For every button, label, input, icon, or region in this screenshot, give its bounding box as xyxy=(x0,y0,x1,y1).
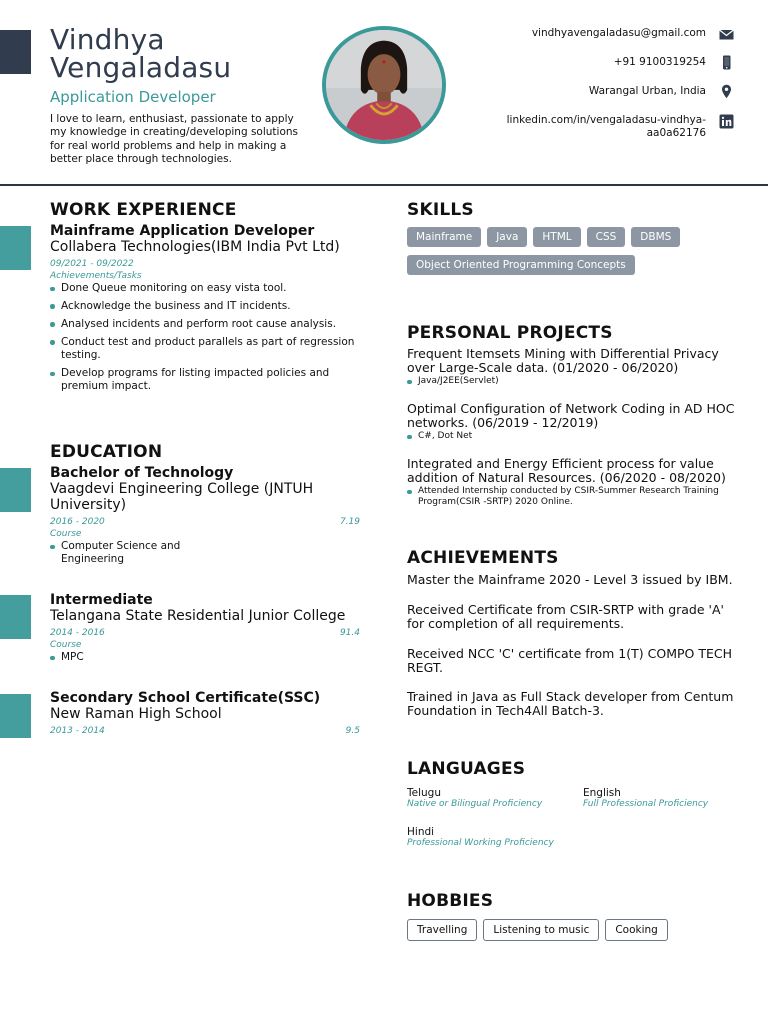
contact-email[interactable]: vindhyavengaladasu@gmail.com xyxy=(531,27,706,39)
education-grade: 7.19 xyxy=(339,517,360,527)
profile-summary: I love to learn, enthusiast, passionate to apply my knowledge in creating/developing solutions for real world problems and help in making a better place through technologies. xyxy=(50,113,299,166)
language-level: Native or Bilingual Proficiency xyxy=(407,799,543,809)
education-dates: 2016 - 2020 xyxy=(50,517,105,527)
profile-photo-image xyxy=(326,30,442,140)
phone-icon xyxy=(719,55,734,70)
work-experience-heading: WORK EXPERIENCE xyxy=(50,200,237,220)
school-name: New Raman High School xyxy=(50,706,222,722)
language-level: Full Professional Proficiency xyxy=(583,799,709,809)
skill-chip: CSS xyxy=(587,227,626,247)
envelope-icon xyxy=(719,27,734,42)
language-name: Hindi xyxy=(407,826,435,838)
education-accent-bar xyxy=(0,468,31,512)
hobbies-list xyxy=(407,919,737,941)
work-accent-bar xyxy=(0,226,31,270)
company-name: Collabera Technologies(IBM India Pvt Ltd) xyxy=(50,239,340,255)
project-entry xyxy=(407,347,742,387)
work-entry xyxy=(50,223,360,398)
education-accent-bar xyxy=(0,694,31,738)
list-item: C#, Dot Net xyxy=(407,431,742,442)
project-title: Optimal Configuration of Network Coding in AD HOC networks. (06/2019 - 12/2019) xyxy=(407,401,735,430)
project-details xyxy=(407,431,742,442)
job-dates: 09/2021 - 09/2022 xyxy=(50,259,134,269)
job-role: Application Developer xyxy=(50,88,216,106)
list-item: Develop programs for listing impacted policies and premium impact. xyxy=(50,367,360,394)
linkedin-icon xyxy=(719,114,734,129)
languages-heading: LANGUAGES xyxy=(407,759,526,779)
list-item: MPC xyxy=(50,651,360,664)
school-name: Telangana State Residential Junior College xyxy=(50,608,346,624)
contact-linkedin[interactable] xyxy=(507,114,706,141)
skill-chip: DBMS xyxy=(631,227,680,247)
education-entry-btech xyxy=(50,465,360,571)
tasks-label: Achievements/Tasks xyxy=(50,271,142,281)
education-heading: EDUCATION xyxy=(50,442,163,462)
language-item-hindi xyxy=(407,826,554,848)
projects-heading: PERSONAL PROJECTS xyxy=(407,323,613,343)
degree-title: Intermediate xyxy=(50,592,153,608)
project-details xyxy=(407,376,742,387)
achievements-heading: ACHIEVEMENTS xyxy=(407,548,559,568)
list-item: Computer Science and Engineering xyxy=(50,540,200,567)
project-title: Frequent Itemsets Mining with Differential Privacy over Large-Scale data. (01/2020 - 06/2020) xyxy=(407,346,719,375)
education-dates: 2014 - 2016 xyxy=(50,628,105,638)
map-pin-icon xyxy=(719,84,734,99)
list-item: Conduct test and product parallels as part of regression testing. xyxy=(50,336,360,363)
language-item-english xyxy=(583,787,708,809)
course-list xyxy=(50,651,360,664)
list-item: Done Queue monitoring on easy vista tool. xyxy=(50,282,360,295)
language-item-telugu xyxy=(407,787,542,809)
language-name: Telugu xyxy=(407,787,441,799)
hobbies-heading: HOBBIES xyxy=(407,891,494,911)
profile-photo xyxy=(322,26,446,144)
task-list xyxy=(50,282,360,394)
achievement-item: Received NCC 'C' certificate from 1(T) COMPO TECH REGT. xyxy=(407,646,732,675)
list-item: Attended Internship conducted by CSIR-Summer Research Training Program(CSIR -SRTP) 2020 Online. xyxy=(407,486,742,508)
skill-chip: Mainframe xyxy=(407,227,481,247)
skill-chip: Java xyxy=(487,227,527,247)
name-last: Vengaladasu xyxy=(50,51,232,84)
education-grade: 9.5 xyxy=(345,726,360,736)
project-entry xyxy=(407,457,742,508)
project-details xyxy=(407,486,742,508)
education-entry-ssc xyxy=(50,690,360,736)
course-label: Course xyxy=(50,529,82,539)
education-dates: 2013 - 2014 xyxy=(50,726,105,736)
list-item: Acknowledge the business and IT incidents. xyxy=(50,300,360,313)
skill-chip: HTML xyxy=(533,227,580,247)
course-list xyxy=(50,540,200,567)
candidate-name xyxy=(50,23,232,84)
project-entry xyxy=(407,402,742,442)
hobby-chip: Cooking xyxy=(605,919,668,941)
degree-title: Bachelor of Technology xyxy=(50,465,234,481)
list-item: Analysed incidents and perform root cause analysis. xyxy=(50,318,360,331)
name-first: Vindhya xyxy=(50,23,165,56)
linkedin-url-line1[interactable]: linkedin.com/in/vengaladasu-vindhya- xyxy=(506,114,706,126)
achievement-item: Received Certificate from CSIR-SRTP with grade 'A' for completion of all requirements. xyxy=(407,602,724,631)
hobby-chip: Listening to music xyxy=(483,919,599,941)
list-item: Java/J2EE(Servlet) xyxy=(407,376,742,387)
course-label: Course xyxy=(50,640,82,650)
education-accent-bar xyxy=(0,595,31,639)
hobby-chip: Travelling xyxy=(407,919,477,941)
skills-list xyxy=(407,227,737,275)
contact-phone[interactable]: +91 9100319254 xyxy=(613,56,706,68)
school-name: Vaagdevi Engineering College (JNTUH University) xyxy=(50,481,314,513)
achievement-item: Trained in Java as Full Stack developer from Centum Foundation in Tech4All Batch-3. xyxy=(407,689,734,718)
language-level: Professional Working Proficiency xyxy=(407,838,554,848)
skills-heading: SKILLS xyxy=(407,200,474,220)
header-divider xyxy=(0,184,768,186)
project-title: Integrated and Energy Efficient process for value addition of Natural Resources. (06/2020 - 08/2020) xyxy=(407,456,726,485)
job-title: Mainframe Application Developer xyxy=(50,223,315,239)
degree-title: Secondary School Certificate(SSC) xyxy=(50,690,321,706)
header-accent-bar xyxy=(0,30,31,74)
linkedin-url-line2[interactable]: aa0a62176 xyxy=(646,127,706,140)
contact-location: Warangal Urban, India xyxy=(588,85,706,97)
language-name: English xyxy=(583,787,621,799)
education-grade: 91.4 xyxy=(339,628,360,638)
education-entry-intermediate xyxy=(50,592,360,669)
achievement-item: Master the Mainframe 2020 - Level 3 issued by IBM. xyxy=(407,572,733,587)
skill-chip: Object Oriented Programming Concepts xyxy=(407,255,635,275)
